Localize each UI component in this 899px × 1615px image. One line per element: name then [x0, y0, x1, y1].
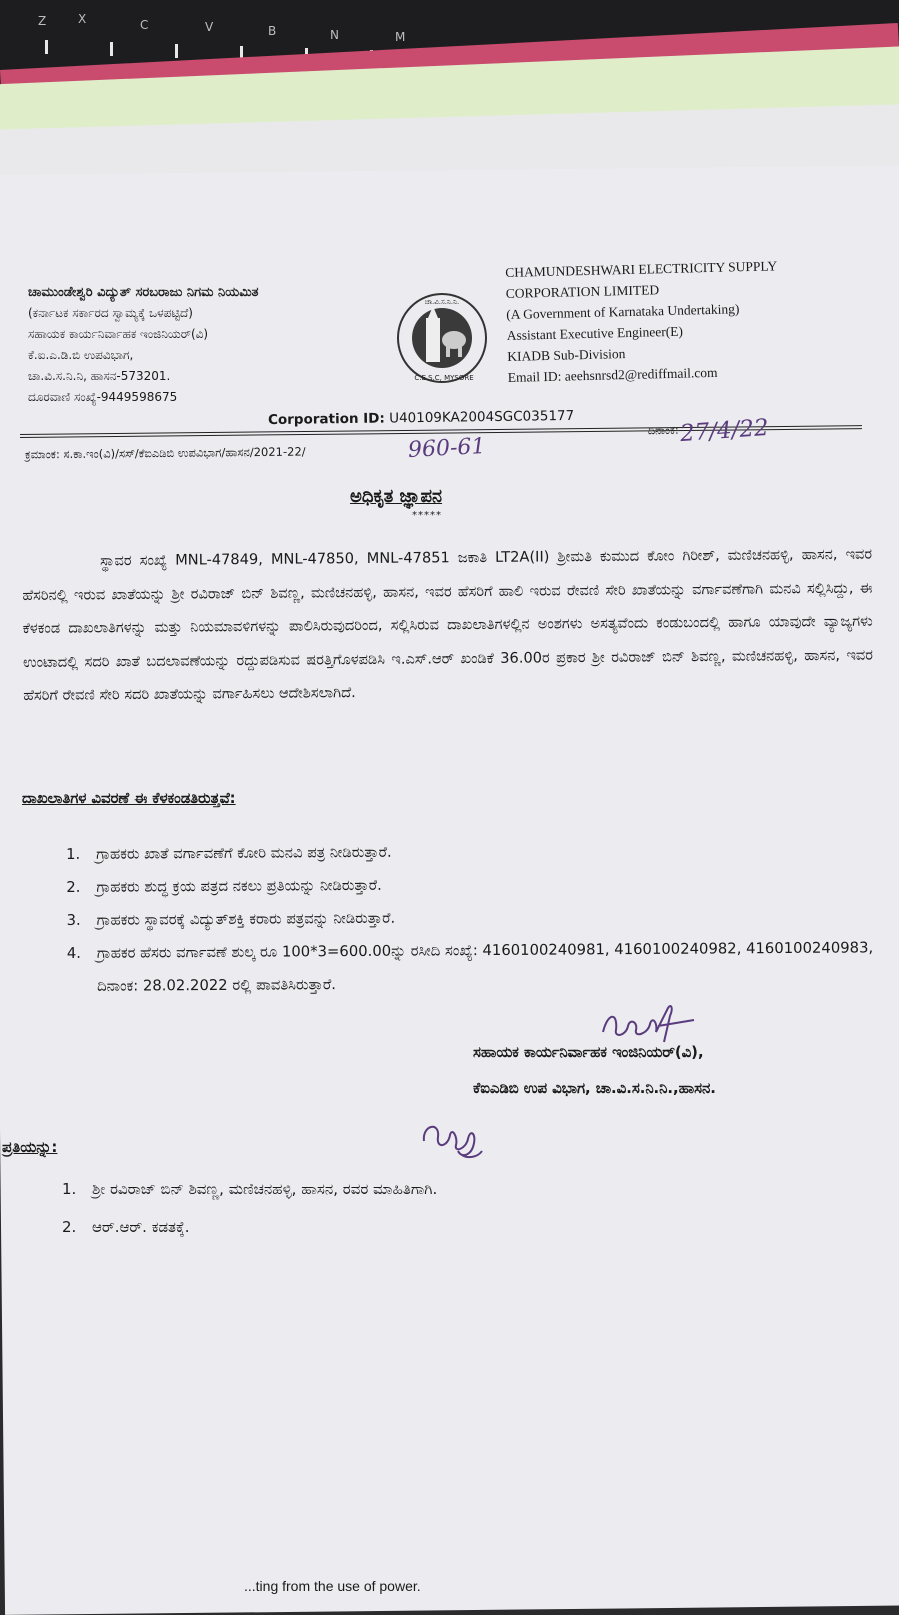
signature-scribble — [598, 1002, 698, 1044]
list-item: 3. ಗ್ರಾಹಕರು ಸ್ಥಾವರಕ್ಕೆ ವಿದ್ಯುತ್‌ಶಕ್ತಿ ಕರಾರು ಪತ್ರವನ್ನು ನೀಡಿರುತ್ತಾರೆ. — [66, 909, 396, 929]
cesc-logo — [392, 292, 492, 384]
org-name-kannada: ಚಾಮುಂಡೇಶ್ವರಿ ವಿದ್ಯುತ್ ಸರಬರಾಜು ನಿಗಮ ನಿಯಮಿತ — [28, 285, 259, 300]
list-item: 4. ಗ್ರಾಹಕರ ಹೆಸರು ವರ್ಗಾವಣೆ ಶುಲ್ಕ ರೂ 100*3=600.00ನ್ನು ರಸೀದಿ ಸಂಖ್ಯೆ: 4160100240981, 4160100240982, 4160100240983, ದಿನಾಂಕ: 28.02.2022 ರಲ್ಲಿ ಪಾವತಿಸಿರುತ್ತಾರೆ. — [66, 939, 874, 995]
bottom-underlying-text: ...ting from the use of power. — [244, 1578, 421, 1594]
address-kannada: ಚಾ.ವಿ.ಸ.ನಿ.ನಿ, ಹಾಸನ-573201. — [28, 369, 171, 383]
page-title: ಅಧಿಕೃತ ಜ್ಞಾಪನ — [350, 486, 443, 507]
body-paragraph: ಸ್ಥಾವರ ಸಂಖ್ಯೆ MNL-47849, MNL-47850, MNL-47851 ಜಕಾತಿ LT2A(II) ಶ್ರೀಮತಿ ಕುಮುದ ಕೋಂ ಗಿರೀಶ್, ಮಣಿಚನಹಳ್ಳಿ, ಹಾಸನ, ಇವರ ಹೆಸರಿನಲ್ಲಿ ಇರುವ ಖಾತೆಯನ್ನು ಶ್ರೀ ರವಿರಾಜ್ ಬಿನ್ ಶಿವಣ್ಣ, ಮಣಿಚನಹಳ್ಳಿ, ಹಾಸನ, ಇವರ ಹೆಸರಿಗೆ ಹಾಲಿ ಇರುವ ರೇವಣಿ ಸೇರಿ ಖಾತೆಯನ್ನು ವರ್ಗಾವಣೆಗಾಗಿ ಮನವಿ ಸಲ್ಲಿಸಿದ್ದು, ಈ ಕೆಳಕಂಡ ದಾಖಲಾತಿಗಳನ್ನು ಮತ್ತು ನಿಯಮಾವಳಿಗಳನ್ನು ಪಾಲಿಸಿರುವುದರಿಂದ, ಸಲ್ಲಿಸಿರುವ ದಾಖಲಾತಿಗಳಲ್ಲಿನ ಅಂಶಗಳು ಅಸತ್ಯವೆಂದು ಕಂಡುಬಂದಲ್ಲಿ ಹಾಗೂ ಯಾವುದೇ ವ್ಯಾಜ್ಯಗಳು ಉಂಟಾದಲ್ಲಿ ಸದರಿ ಖಾತೆ ಬದಲಾವಣೆಯನ್ನು ರದ್ದುಪಡಿಸುವ ಷರತ್ತಿಗೊಳಪಡಿಸಿ ಇ.ಎಸ್.ಆರ್ ಖಂಡಿಕೆ 36.00ರ ಪ್ರಕಾರ ಶ್ರೀ ರವಿರಾಜ್ ಬಿನ್ ಶಿವಣ್ಣ, ಮಣಿಚನಹಳ್ಳಿ, ಹಾಸನ, ಇವರ ಹೆಸರಿಗೆ ರೇವಣಿ ಸೇರಿ ಸದರಿ ಖಾತೆಯನ್ನು ವರ್ಗಾಹಿಸಲು ಆದೇಶಿಸಲಾಗಿದೆ. — [22, 545, 874, 704]
documents-list — [66, 832, 877, 1003]
email: Email ID: aeehsnrsd2@rediffmail.com — [507, 364, 718, 385]
subdivision-english: KIADB Sub-Division — [507, 346, 626, 364]
keyboard-key: V — [205, 20, 214, 34]
reference-number: ಕ್ರಮಾಂಕ: ಸ.ಕಾ.ಇಂ(ವಿ)/ಸಸ್/ಕೆಐಎಡಿಬಿ ಉಪವಿಭಾಗ/ಹಾಸನ/2021-22/ — [24, 444, 306, 462]
keyboard-key: X — [78, 12, 87, 26]
title-stars: ***** — [412, 510, 442, 521]
logo-bottom-text: C.E.S.C, MYSORE — [414, 374, 474, 382]
initials-scribble — [418, 1115, 488, 1165]
keyboard-key: N — [330, 28, 339, 42]
corporation-id — [268, 408, 574, 428]
reference-handwritten: 960-61 — [407, 433, 487, 464]
subdivision-kannada: ಕೆ.ಐ.ಎ.ಡಿ.ಬಿ ಉಪವಿಭಾಗ, — [28, 348, 134, 362]
copy-heading: ಪ್ರತಿಯನ್ನು: — [2, 1138, 58, 1156]
org-name-english: CHAMUNDESHWARI ELECTRICITY SUPPLY — [505, 258, 778, 280]
list-item: 1. ಶ್ರೀ ರವಿರಾಜ್ ಬಿನ್ ಶಿವಣ್ಣ, ಮಣಿಚನಹಳ್ಳಿ, ಹಾಸನ, ರವರ ಮಾಹಿತಿಗಾಗಿ. — [62, 1180, 438, 1198]
documents-heading: ದಾಖಲಾತಿಗಳ ವಿವರಣೆ ಈ ಕೆಳಕಂಡತಿರುತ್ತವೆ: — [22, 790, 236, 807]
keyboard-key: B — [268, 24, 277, 38]
keyboard-key: M — [395, 30, 406, 44]
keyboard-key: C — [140, 18, 149, 32]
signatory-title: ಸಹಾಯಕ ಕಾರ್ಯನಿರ್ವಾಹಕ ಇಂಜಿನಿಯರ್(ವಿ), — [473, 1044, 704, 1061]
corporation-id-value: U40109KA2004SGC035177 — [389, 407, 575, 427]
officer-title-english: Assistant Executive Engineer(E) — [506, 323, 684, 343]
logo-top-text: ಚಾ.ವಿ.ಸ.ನಿ.ನಿ. — [424, 298, 460, 306]
phone-kannada: ದೂರವಾಣಿ ಸಂಖ್ಯೆ-9449598675 — [28, 390, 178, 404]
org-name-english-2: CORPORATION LIMITED — [505, 282, 660, 301]
signatory-office: ಕೆಐಎಡಿಬಿ ಉಪ ವಿಭಾಗ, ಚಾ.ವಿ.ಸ.ನಿ.ನಿ.,ಹಾಸನ. — [473, 1080, 716, 1097]
list-item: 2. ಗ್ರಾಹಕರು ಶುದ್ಧ ಕ್ರಯ ಪತ್ರದ ನಕಲು ಪ್ರತಿಯನ್ನು ನೀಡಿರುತ್ತಾರೆ. — [66, 876, 382, 896]
org-subtitle-kannada: (ಕರ್ನಾಟಕ ಸರ್ಕಾರದ ಸ್ವಾಮ್ಯಕ್ಕೆ ಒಳಪಟ್ಟಿದೆ) — [28, 306, 193, 320]
date-handwritten: 27/4/22 — [679, 414, 770, 448]
keyboard-key: Z — [38, 14, 47, 28]
date-label: ದಿನಾಂಕ: — [647, 423, 679, 438]
header-right-english — [505, 255, 780, 388]
org-subtitle-english: (A Government of Karnataka Undertaking) — [506, 301, 740, 322]
copies-list — [62, 1170, 437, 1246]
list-item: 2. ಆರ್.ಆರ್. ಕಡತಕ್ಕೆ. — [62, 1218, 190, 1236]
officer-title-kannada: ಸಹಾಯಕ ಕಾರ್ಯನಿರ್ವಾಹಕ ಇಂಜಿನಿಯರ್(ವಿ) — [28, 327, 209, 341]
corporation-id-label: Corporation ID: — [267, 410, 385, 429]
list-item: 1. ಗ್ರಾಹಕರು ಖಾತೆ ವರ್ಗಾವಣೆಗೆ ಕೋರಿ ಮನವಿ ಪತ್ರ ನೀಡಿರುತ್ತಾರೆ. — [66, 843, 392, 863]
header-left-kannada — [28, 282, 259, 408]
